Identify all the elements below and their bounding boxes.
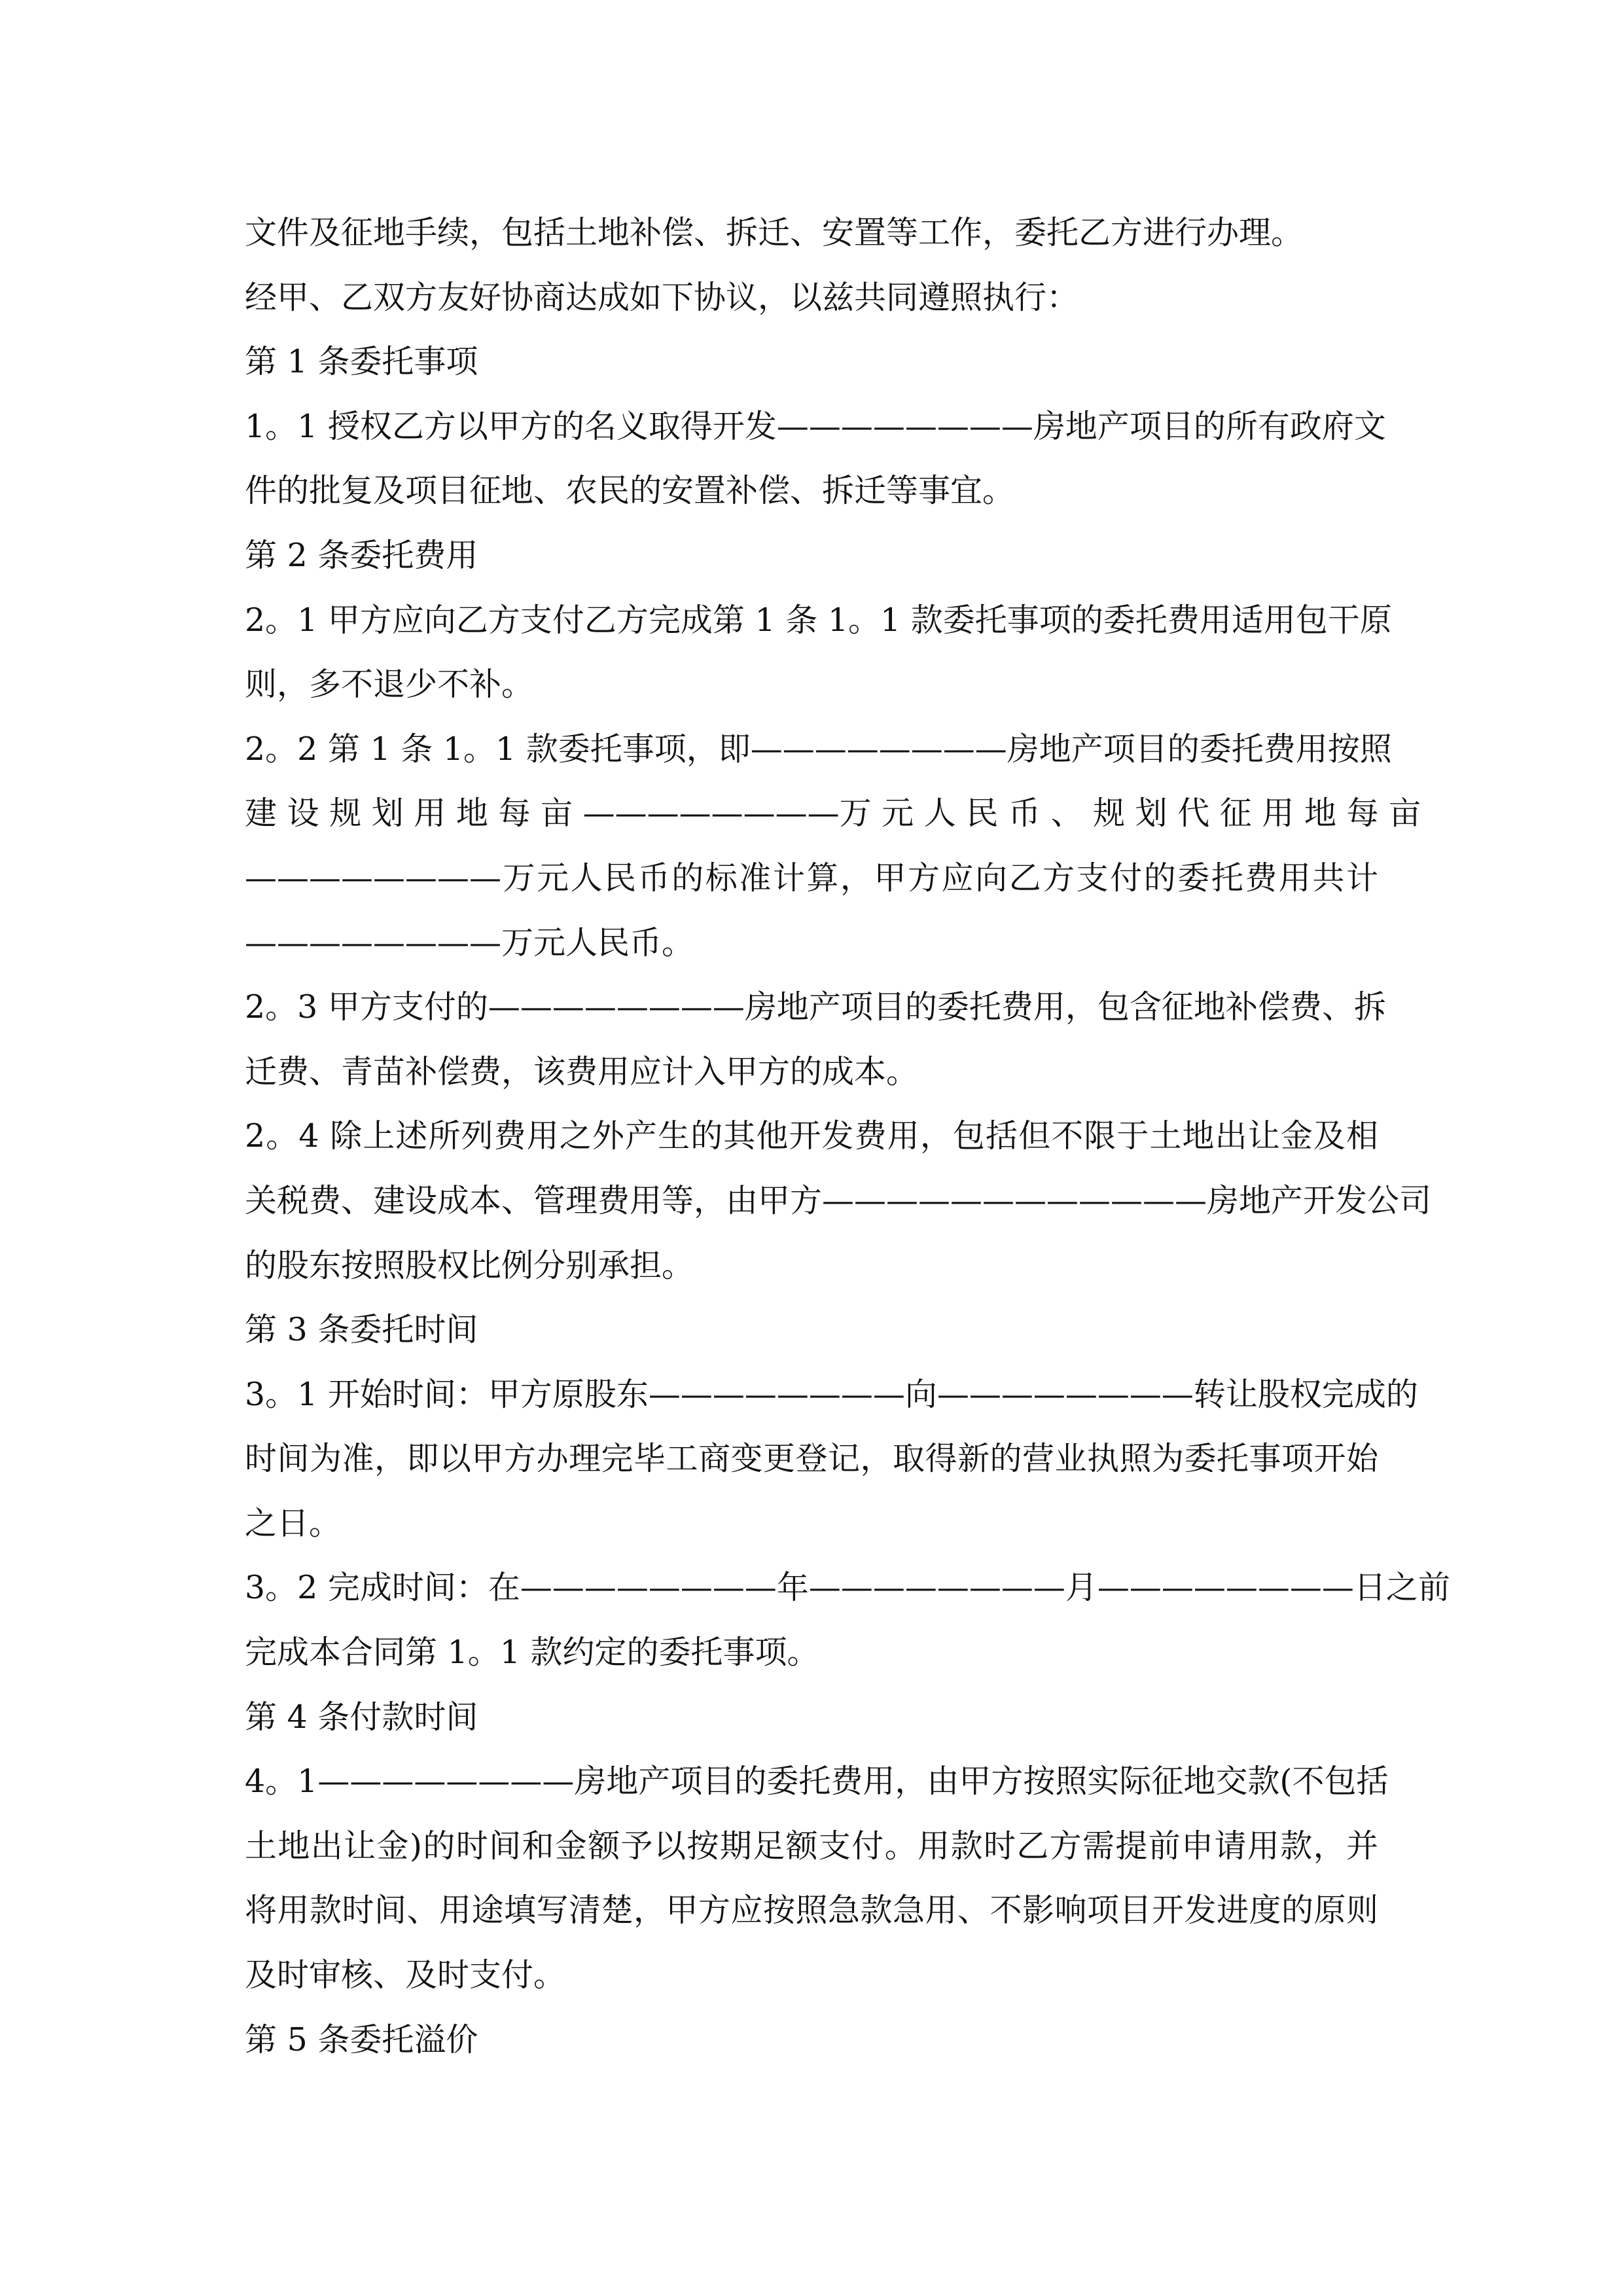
text-line: 完成本合同第 1。1 款约定的委托事项。 — [245, 1634, 819, 1672]
text-line: 关税费、建设成本、管理费用等，由甲方————————————房地产开发公司 — [245, 1181, 1432, 1219]
text-line: 文件及征地手续，包括土地补偿、拆迁、安置等工作，委托乙方进行办理。 — [245, 214, 1304, 251]
text-line: ————————万元人民币。 — [245, 924, 694, 961]
section-heading: 第 4 条付款时间 — [245, 1698, 478, 1736]
text-line: 经甲、乙双方友好协商达成如下协议，以兹共同遵照执行： — [245, 278, 1079, 316]
section-heading: 第 3 条委托时间 — [245, 1311, 478, 1349]
text-line: 4。1————————房地产项目的委托费用，由甲方按照实际征地交款(不包括 — [245, 1763, 1389, 1801]
text-line: 的股东按照股权比例分别承担。 — [245, 1246, 694, 1284]
text-line: 3。2 完成时间：在————————年————————月————————日之前 — [245, 1569, 1450, 1607]
text-line: 之日。 — [245, 1504, 342, 1542]
text-line: 1。1 授权乙方以甲方的名义取得开发————————房地产项目的所有政府文 — [245, 407, 1386, 445]
text-line: 3。1 开始时间：甲方原股东————————向————————转让股权完成的 — [245, 1375, 1418, 1413]
section-heading: 第 1 条委托事项 — [245, 343, 478, 381]
text-line: 时间为准，即以甲方办理完毕工商变更登记，取得新的营业执照为委托事项开始 — [245, 1440, 1378, 1478]
text-line: 2。3 甲方支付的————————房地产项目的委托费用，包含征地补偿费、拆 — [245, 988, 1386, 1026]
document-body — [245, 201, 1450, 2072]
text-line: ————————万元人民币的标准计算，甲方应向乙方支付的委托费用共计 — [245, 859, 1378, 897]
text-line: 及时审核、及时支付。 — [245, 1956, 566, 1994]
section-heading: 第 5 条委托溢价 — [245, 2020, 478, 2058]
text-line: 件的批复及项目征地、农民的安置补偿、拆迁等事宜。 — [245, 472, 1015, 510]
text-line: 2。4 除上述所列费用之外产生的其他开发费用，包括但不限于土地出让金及相 — [245, 1117, 1378, 1155]
text-line: 2。1 甲方应向乙方支付乙方完成第 1 条 1。1 款委托事项的委托费用适用包干原 — [245, 601, 1392, 639]
text-line: 土地出让金)的时间和金额予以按期足额支付。用款时乙方需提前申请用款，并 — [245, 1827, 1378, 1865]
text-line: 2。2 第 1 条 1。1 款委托事项，即————————房地产项目的委托费用按照 — [245, 730, 1392, 768]
text-line: 则，多不退少不补。 — [245, 666, 534, 704]
text-line: 迁费、青苗补偿费，该费用应计入甲方的成本。 — [245, 1052, 919, 1090]
text-line: 将用款时间、用途填写清楚，甲方应按照急款急用、不影响项目开发进度的原则 — [245, 1892, 1378, 1929]
text-line: 建 设 规 划 用 地 每 亩 ————————万 元 人 民 币 、 规 划 代 征 用 地 每 亩 — [245, 795, 1421, 833]
section-heading: 第 2 条委托费用 — [245, 536, 478, 574]
